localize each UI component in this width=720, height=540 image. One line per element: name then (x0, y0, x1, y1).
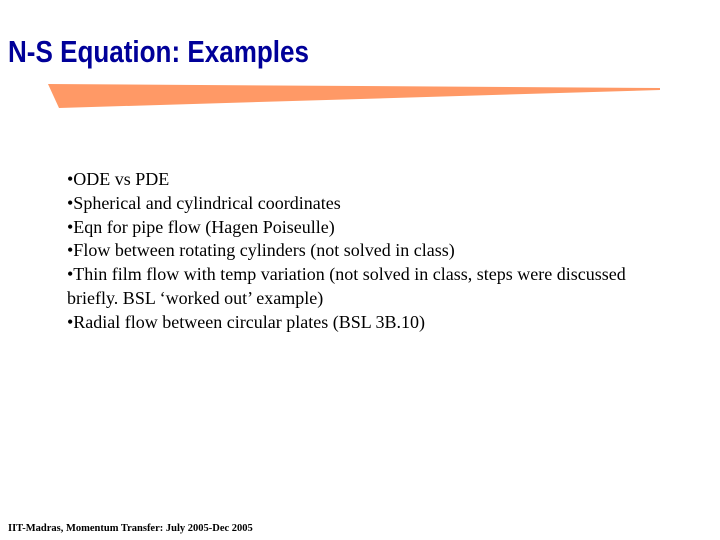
slide-footer: IIT-Madras, Momentum Transfer: July 2005-Dec 2005 (8, 523, 253, 534)
orange-swoosh-decoration (0, 0, 720, 120)
bullet-item: •Eqn for pipe flow (Hagen Poiseulle) (67, 216, 335, 237)
bullet-item: •Radial flow between circular plates (BSL 3B.10) (67, 311, 426, 332)
bullet-item: •Spherical and cylindrical coordinates (67, 192, 341, 213)
bullet-item: •ODE vs PDE (67, 169, 170, 189)
bullet-item: •Flow between rotating cylinders (not solved in class) (67, 240, 455, 261)
slide-title: N-S Equation: Examples (8, 34, 309, 69)
bullet-list (67, 168, 647, 335)
bullet-item: •Thin film flow with temp variation (not solved in class, steps were discussed briefly. BSL ‘worked out’ example) (67, 264, 626, 308)
